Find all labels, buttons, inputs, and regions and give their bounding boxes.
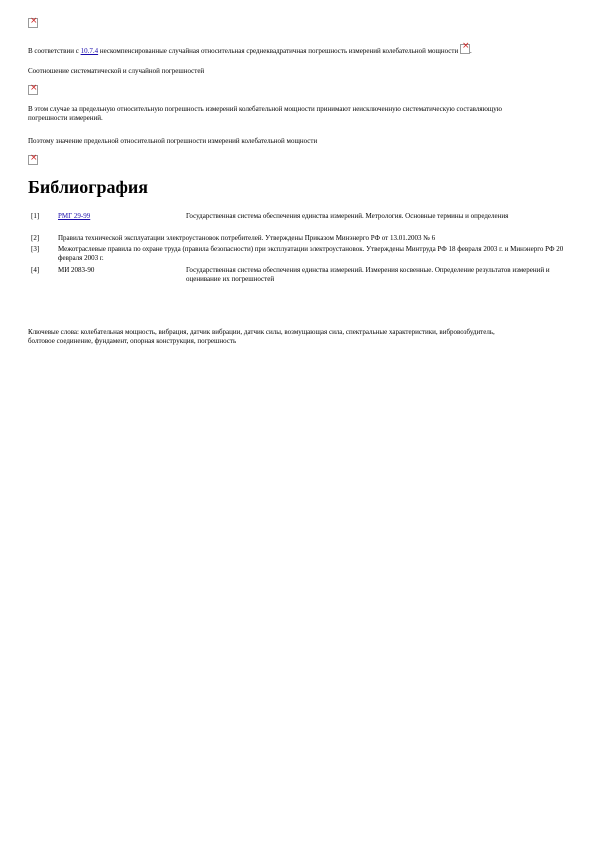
- entry-code: МИ 2083-90: [58, 266, 95, 274]
- bibliography-entry: [28, 245, 568, 266]
- bibliography-entry: [28, 266, 568, 288]
- entry-number: [3]: [31, 245, 40, 253]
- entry-number: [2]: [31, 234, 40, 242]
- bibliography-entry: [28, 234, 568, 245]
- entry-number: [1]: [31, 212, 40, 220]
- paragraph-limit-error: В этом случае за предельную относительную погрешность измерений колебательной мощности принимают неисключенную систематическую составляющую погрешности измерений.: [28, 105, 502, 122]
- broken-image-icon: [460, 44, 470, 54]
- bibliography-entry: [28, 212, 568, 234]
- entry-number: [4]: [31, 266, 40, 274]
- entry-title: Государственная система обеспечения единства измерений. Метрология. Основные термины и определения: [186, 212, 509, 220]
- paragraph-ratio: Соотношение систематической и случайной погрешностей: [28, 67, 205, 75]
- broken-image-icon: [28, 155, 38, 165]
- entry-title: Межотраслевые правила по охране труда (правила безопасности) при эксплуатации электроустановок. Утверждены Минтруда РФ 18 февраля 2003 г. и Минэнерго РФ 20 февраля 2003 г.: [58, 245, 564, 262]
- bibliography-heading: Библиография: [28, 177, 149, 197]
- entry-code-link[interactable]: РМГ 29-99: [58, 212, 91, 220]
- paragraph-limit-value: Поэтому значение предельной относительной погрешности измерений колебательной мощности: [28, 137, 318, 145]
- broken-image-icon: [28, 18, 38, 28]
- entry-title: Государственная система обеспечения единства измерений. Измерения косвенные. Определение результатов измерений и оценивание их погрешностей: [186, 266, 550, 283]
- keywords: Ключевые слова: колебательная мощность, вибрация, датчик вибрации, датчик силы, возмущающая сила, спектральные характеристики, вибровозбудитель, болтовое соединение, фундамент, опорная конструкция, погрешность: [28, 328, 495, 345]
- clause-link[interactable]: 10.7.4: [80, 47, 99, 55]
- paragraph-error-components: В соответствии с 10.7.4 нескомпенсированные случайная относительная среднеквадратичная погрешность измерений колебательной мощности × .: [28, 44, 568, 56]
- bibliography-list: [28, 212, 568, 288]
- entry-title: Правила технической эксплуатации электроустановок потребителей. Утверждены Приказом Минэнерго РФ от 13.01.2003 № 6: [58, 234, 436, 242]
- broken-image-icon: [28, 85, 38, 95]
